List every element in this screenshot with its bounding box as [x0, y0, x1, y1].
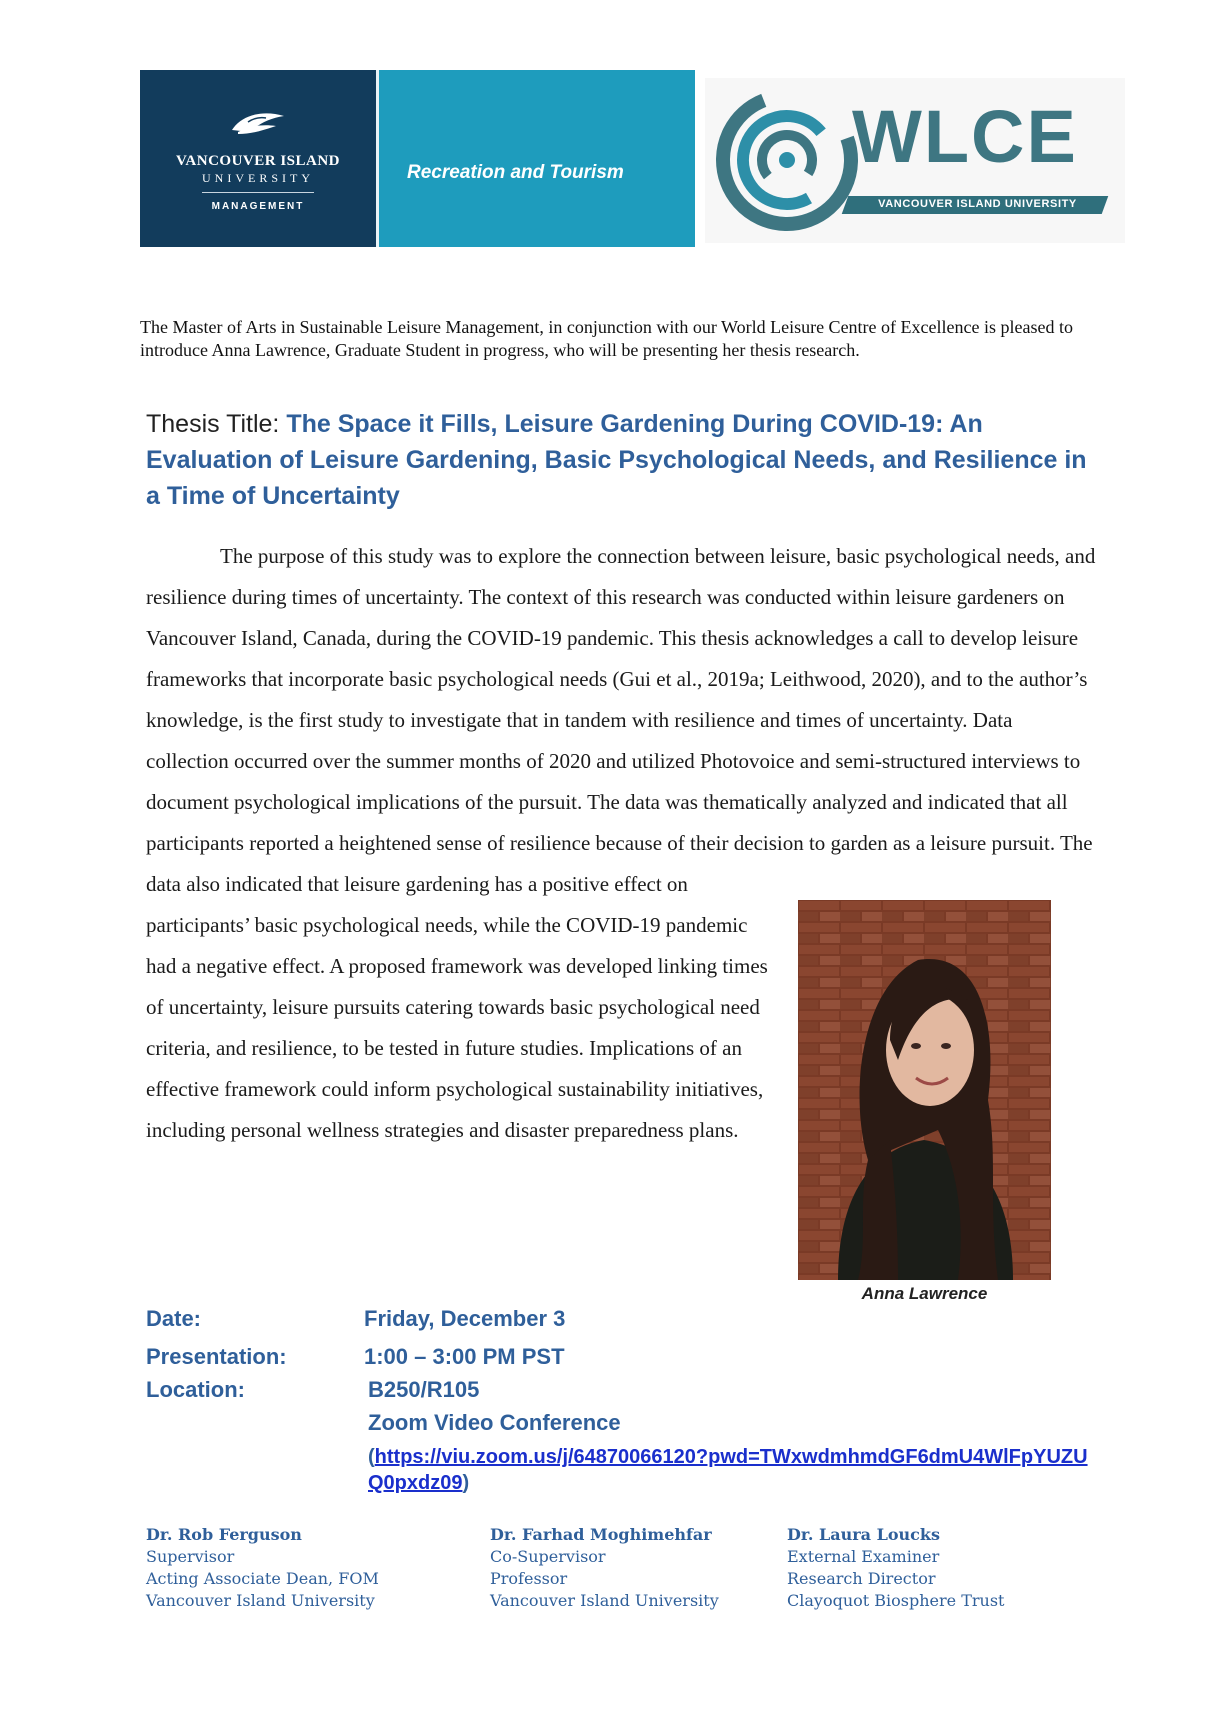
- member-name: Dr. Rob Ferguson: [146, 1525, 302, 1544]
- viu-divider: [202, 192, 314, 193]
- viu-arbutus-leaf-icon: [228, 108, 288, 138]
- member-title: Acting Associate Dean, FOM: [146, 1569, 379, 1588]
- member-title: Research Director: [787, 1569, 936, 1588]
- viu-management-logo: [140, 70, 376, 247]
- date-value: Friday, December 3: [364, 1306, 566, 1331]
- member-org: Vancouver Island University: [490, 1591, 719, 1610]
- viu-name-line2: UNIVERSITY: [202, 171, 314, 185]
- paren-close: ): [462, 1472, 470, 1494]
- member-org: Vancouver Island University: [146, 1591, 375, 1610]
- thesis-heading: [146, 406, 1096, 514]
- wlce-wordmark: WLCE: [852, 95, 1078, 178]
- member-name: Dr. Farhad Moghimehfar: [490, 1525, 712, 1544]
- presentation-label: Presentation:: [146, 1344, 287, 1369]
- committee-member: [146, 1524, 379, 1612]
- wlce-subtitle: VANCOUVER ISLAND UNIVERSITY: [878, 198, 1077, 210]
- member-role: External Examiner: [787, 1547, 940, 1566]
- zoom-link[interactable]: https://viu.zoom.us/j/64870066120?pwd=TWxwdmhmdGF6dmU4WlFpYUZUQ0pxdz09: [368, 1446, 1088, 1494]
- committee-member: [787, 1524, 1004, 1612]
- viu-department: MANAGEMENT: [211, 201, 305, 212]
- wlce-logo: [705, 78, 1125, 243]
- committee-member: [490, 1524, 719, 1612]
- zoom-link-block: [368, 1444, 1088, 1496]
- member-org: Clayoquot Biosphere Trust: [787, 1591, 1005, 1610]
- viu-name-line1: VANCOUVER ISLAND: [176, 153, 340, 169]
- photo-caption: Anna Lawrence: [861, 1284, 988, 1303]
- member-title: Professor: [490, 1569, 568, 1588]
- location-label: Location:: [146, 1377, 245, 1402]
- program-label: Recreation and Tourism: [407, 162, 624, 183]
- thesis-title: The Space it Fills, Leisure Gardening During COVID-19: An Evaluation of Leisure Gardening, Basic Psychological Needs, and Resilience in a Time of Uncertainty: [146, 410, 1087, 510]
- location-room: B250/R105: [368, 1377, 480, 1402]
- member-name: Dr. Laura Loucks: [787, 1525, 940, 1544]
- presentation-value: 1:00 – 3:00 PM PST: [364, 1344, 565, 1369]
- wlce-spiral-icon: [705, 78, 865, 243]
- abstract-body: The purpose of this study was to explore the connection between leisure, basic psychological needs, and resilience during times of uncertainty. The context of this research was conducted within leisure gardeners on Vancouver Island, Canada, during the COVID-19 pandemic. This thesis acknowledges a call to develop leisure frameworks that incorporate basic psychological needs (Gui et al., 2019a; Leithwood, 2020), and to the author’s knowledge, is the first study to investigate that in tandem with resilience and times of uncertainty. Data collection occurred over the summer months of 2020 and utilized Photovoice and semi-structured interviews to document psychological implications of the pursuit. The data was thematically analyzed and indicated that all participants reported a heightened sense of resilience because of their decision to garden as a leisure pursuit. The data also indicated that leisure gardening has a positive effect on participants’ basic psychological needs, while the COVID-19 pandemic had a negative effect. A proposed framework was developed linking times of uncertainty, leisure pursuits catering towards basic psychological need criteria, and resilience, to be tested in future studies. Implications of an effective framework could inform psychological sustainability initiatives, including personal wellness strategies and disaster preparedness plans.: [146, 544, 1096, 1142]
- program-banner: [376, 70, 695, 247]
- member-role: Supervisor: [146, 1547, 235, 1566]
- intro-paragraph: The Master of Arts in Sustainable Leisure Management, in conjunction with our World Leisure Centre of Excellence is pleased to introduce Anna Lawrence, Graduate Student in progress, who will be presenting her thesis research.: [140, 317, 1073, 360]
- paren-open: (: [368, 1446, 375, 1468]
- thesis-label: Thesis Title:: [146, 410, 280, 438]
- date-label: Date:: [146, 1306, 202, 1331]
- portrait-image: [798, 900, 1051, 1280]
- location-online: Zoom Video Conference: [368, 1410, 621, 1435]
- member-role: Co-Supervisor: [490, 1547, 606, 1566]
- header-banner: [140, 70, 695, 247]
